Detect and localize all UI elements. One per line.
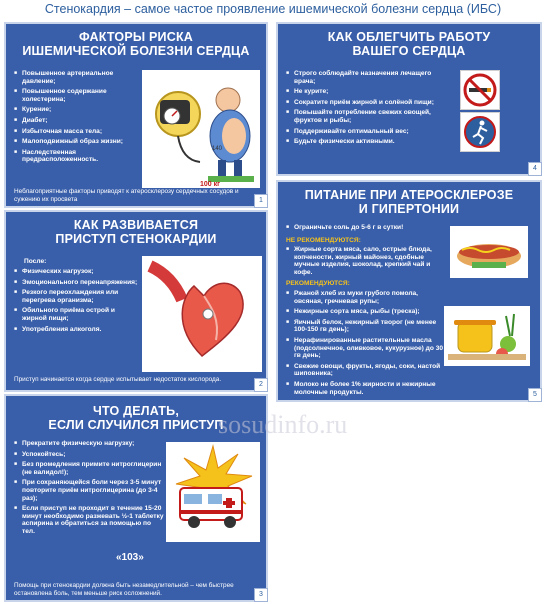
no-smoking-icon (461, 71, 499, 109)
list-item: ■ Нерафинированные растительные масла (подсолнечное, оливковое, кукурузное) до 30 гв день; (286, 337, 446, 360)
risk-list (14, 70, 138, 167)
list-item: ■ Нежирные сорта мяса, рыбы (треска); (286, 308, 446, 316)
list-item: ■ Строго соблюдайте назначения лечащего врача; (286, 70, 436, 85)
panel-diet (276, 180, 542, 402)
list-item: ■ Если приступ не проходит в течение 15-20 минут необходимо разжевать ½-1 таблетку аспирина и обратиться за помощью по тел. (14, 505, 164, 535)
no-smoking-sign (460, 70, 500, 110)
panel-ease-heart (276, 22, 542, 176)
panel-attack-development (4, 210, 268, 392)
list-item: ■ Яичный белок, нежирный творог (не менее 100-150 гв день); (286, 319, 446, 334)
todo-note: Помощь при стенокардии должна быть незамедлительной – чем быстрее остановлена боль, тем меньше риск осложнений. (14, 582, 234, 597)
ease-title-line1: КАК ОБЛЕГЧИТЬ РАБОТУ (327, 30, 491, 44)
blood-pressure-overweight-illustration (142, 70, 260, 188)
heart-icon (142, 256, 262, 372)
gauge-label: 140 (212, 146, 223, 152)
attack-title-line2: ПРИСТУП СТЕНОКАРДИИ (55, 232, 217, 246)
diet-title (278, 188, 540, 216)
list-item: ■ Малоподвижный образ жизни; (14, 138, 138, 146)
scale-label: 100 кг (200, 181, 221, 188)
list-item: ■ Будьте физически активными. (286, 138, 436, 146)
list-item: ■ Успокойтесь; (14, 451, 164, 459)
emergency-phone: «103» (116, 552, 144, 563)
list-item: ■ Курение; (14, 106, 138, 114)
panel-number: 3 (254, 588, 268, 602)
list-item: ■ Диабет; (14, 117, 138, 125)
risk-note: Неблагоприятные факторы приводят к атеросклерозу сердечных сосудов и сужению их просвета (14, 188, 239, 203)
diet-title-line2: И ГИПЕРТОНИИ (358, 202, 460, 216)
hotdog-illustration (450, 226, 528, 278)
risk-title (6, 30, 266, 58)
ease-title (278, 30, 540, 58)
panel-number: 2 (254, 378, 268, 392)
risk-illustration (142, 70, 260, 188)
list-item: ■ Не курите; (286, 88, 436, 96)
attack-title-line1: КАК РАЗВИВАЕТСЯ (73, 218, 199, 232)
ease-list (286, 70, 436, 149)
list-item: ■ Без промедления примите нитроглицерин (не валидол!); (14, 461, 164, 476)
list-item: ■ Ограничьте соль до 5-6 г в сутки! (286, 224, 446, 232)
diet-salt (286, 224, 446, 235)
panel-number: 1 (254, 194, 268, 208)
list-item: ■ Употребления алкоголя. (14, 326, 138, 334)
activity-sign (460, 112, 500, 152)
not-recommended-heading: НЕ РЕКОМЕНДУЮТСЯ: (286, 237, 361, 244)
list-item: ■ Поддерживайте оптимальный вес; (286, 128, 436, 136)
todo-title-line2: ЕСЛИ СЛУЧИЛСЯ ПРИСТУП (48, 418, 224, 432)
list-item: ■ Жирные сорта мяса, сало, острые блюда, копчености, жирный майонез, сдобные мучные изделия, шоколад, крепкий чай и кофе. (286, 246, 446, 276)
attack-title (6, 218, 266, 246)
list-item: ■ Наследственная предрасположенность. (14, 149, 138, 164)
list-item: ■ Эмоционального перенапряжения; (14, 279, 138, 287)
todo-list (14, 440, 164, 539)
attack-note: Приступ начинается когда сердце испытывает недостаток кислорода. (14, 376, 222, 383)
list-item: ■ Повышайте потребление свежих овощей, фруктов и рыбы; (286, 109, 436, 124)
recommended-heading: РЕКОМЕНДУЮТСЯ: (286, 280, 350, 287)
todo-title (6, 404, 266, 432)
hotdog-icon (450, 226, 528, 278)
heart-illustration (142, 256, 262, 372)
list-item: ■ Ржаной хлеб из муки грубого помола, овсяная, гречневая рупы; (286, 290, 446, 305)
ease-title-line2: ВАШЕГО СЕРДЦА (352, 44, 466, 58)
ambulance-illustration (166, 442, 260, 542)
todo-title-line1: ЧТО ДЕЛАТЬ, (92, 404, 179, 418)
attack-list (14, 268, 138, 336)
list-item: ■ Физических нагрузок; (14, 268, 138, 276)
ambulance-icon (166, 442, 260, 542)
list-item: ■ Избыточная масса тела; (14, 128, 138, 136)
diet-title-line1: ПИТАНИЕ ПРИ АТЕРОСКЛЕРОЗЕ (304, 188, 514, 202)
pot-and-vegetables-icon (444, 306, 530, 366)
healthy-food-illustration (444, 306, 530, 366)
list-item: ■ Повышенное артериальное давление; (14, 70, 138, 85)
risk-title-line2: ИШЕМИЧЕСКОЙ БОЛЕЗНИ СЕРДЦА (22, 44, 250, 58)
list-item: ■ При сохраняющейся боли через 3-5 минут повторите приём нитроглицерина (до 3-4 раз); (14, 479, 164, 502)
watermark: sosudinfo.ru (218, 410, 348, 439)
panel-risk-factors (4, 22, 268, 208)
list-item: ■ Сократите приём жирной и солёной пищи; (286, 99, 436, 107)
attack-intro: После: (24, 258, 47, 265)
panel-number: 5 (528, 388, 542, 402)
not-recommended-list (286, 246, 446, 279)
list-item: ■ Молоко не более 1% жирности и нежирные молочные продукты. (286, 381, 446, 396)
list-item: ■ Повышенное содержание холестерина; (14, 88, 138, 103)
list-item: ■ Прекратите физическую нагрузку; (14, 440, 164, 448)
panel-what-to-do (4, 394, 268, 602)
physical-activity-icon (461, 113, 499, 151)
list-item: ■ Резкого переохлаждения или перегрева организма; (14, 289, 138, 304)
risk-title-line1: ФАКТОРЫ РИСКА (78, 30, 194, 44)
page-title: Стенокардия – самое частое проявление ишемической болезни сердца (ИБС) (44, 2, 502, 16)
list-item: ■ Обильного приёма острой и жирной пищи; (14, 307, 138, 322)
list-item: ■ Свежие овощи, фрукты, ягоды, соки, настой шиповника; (286, 363, 446, 378)
recommended-list (286, 290, 446, 399)
panel-number: 4 (528, 162, 542, 176)
